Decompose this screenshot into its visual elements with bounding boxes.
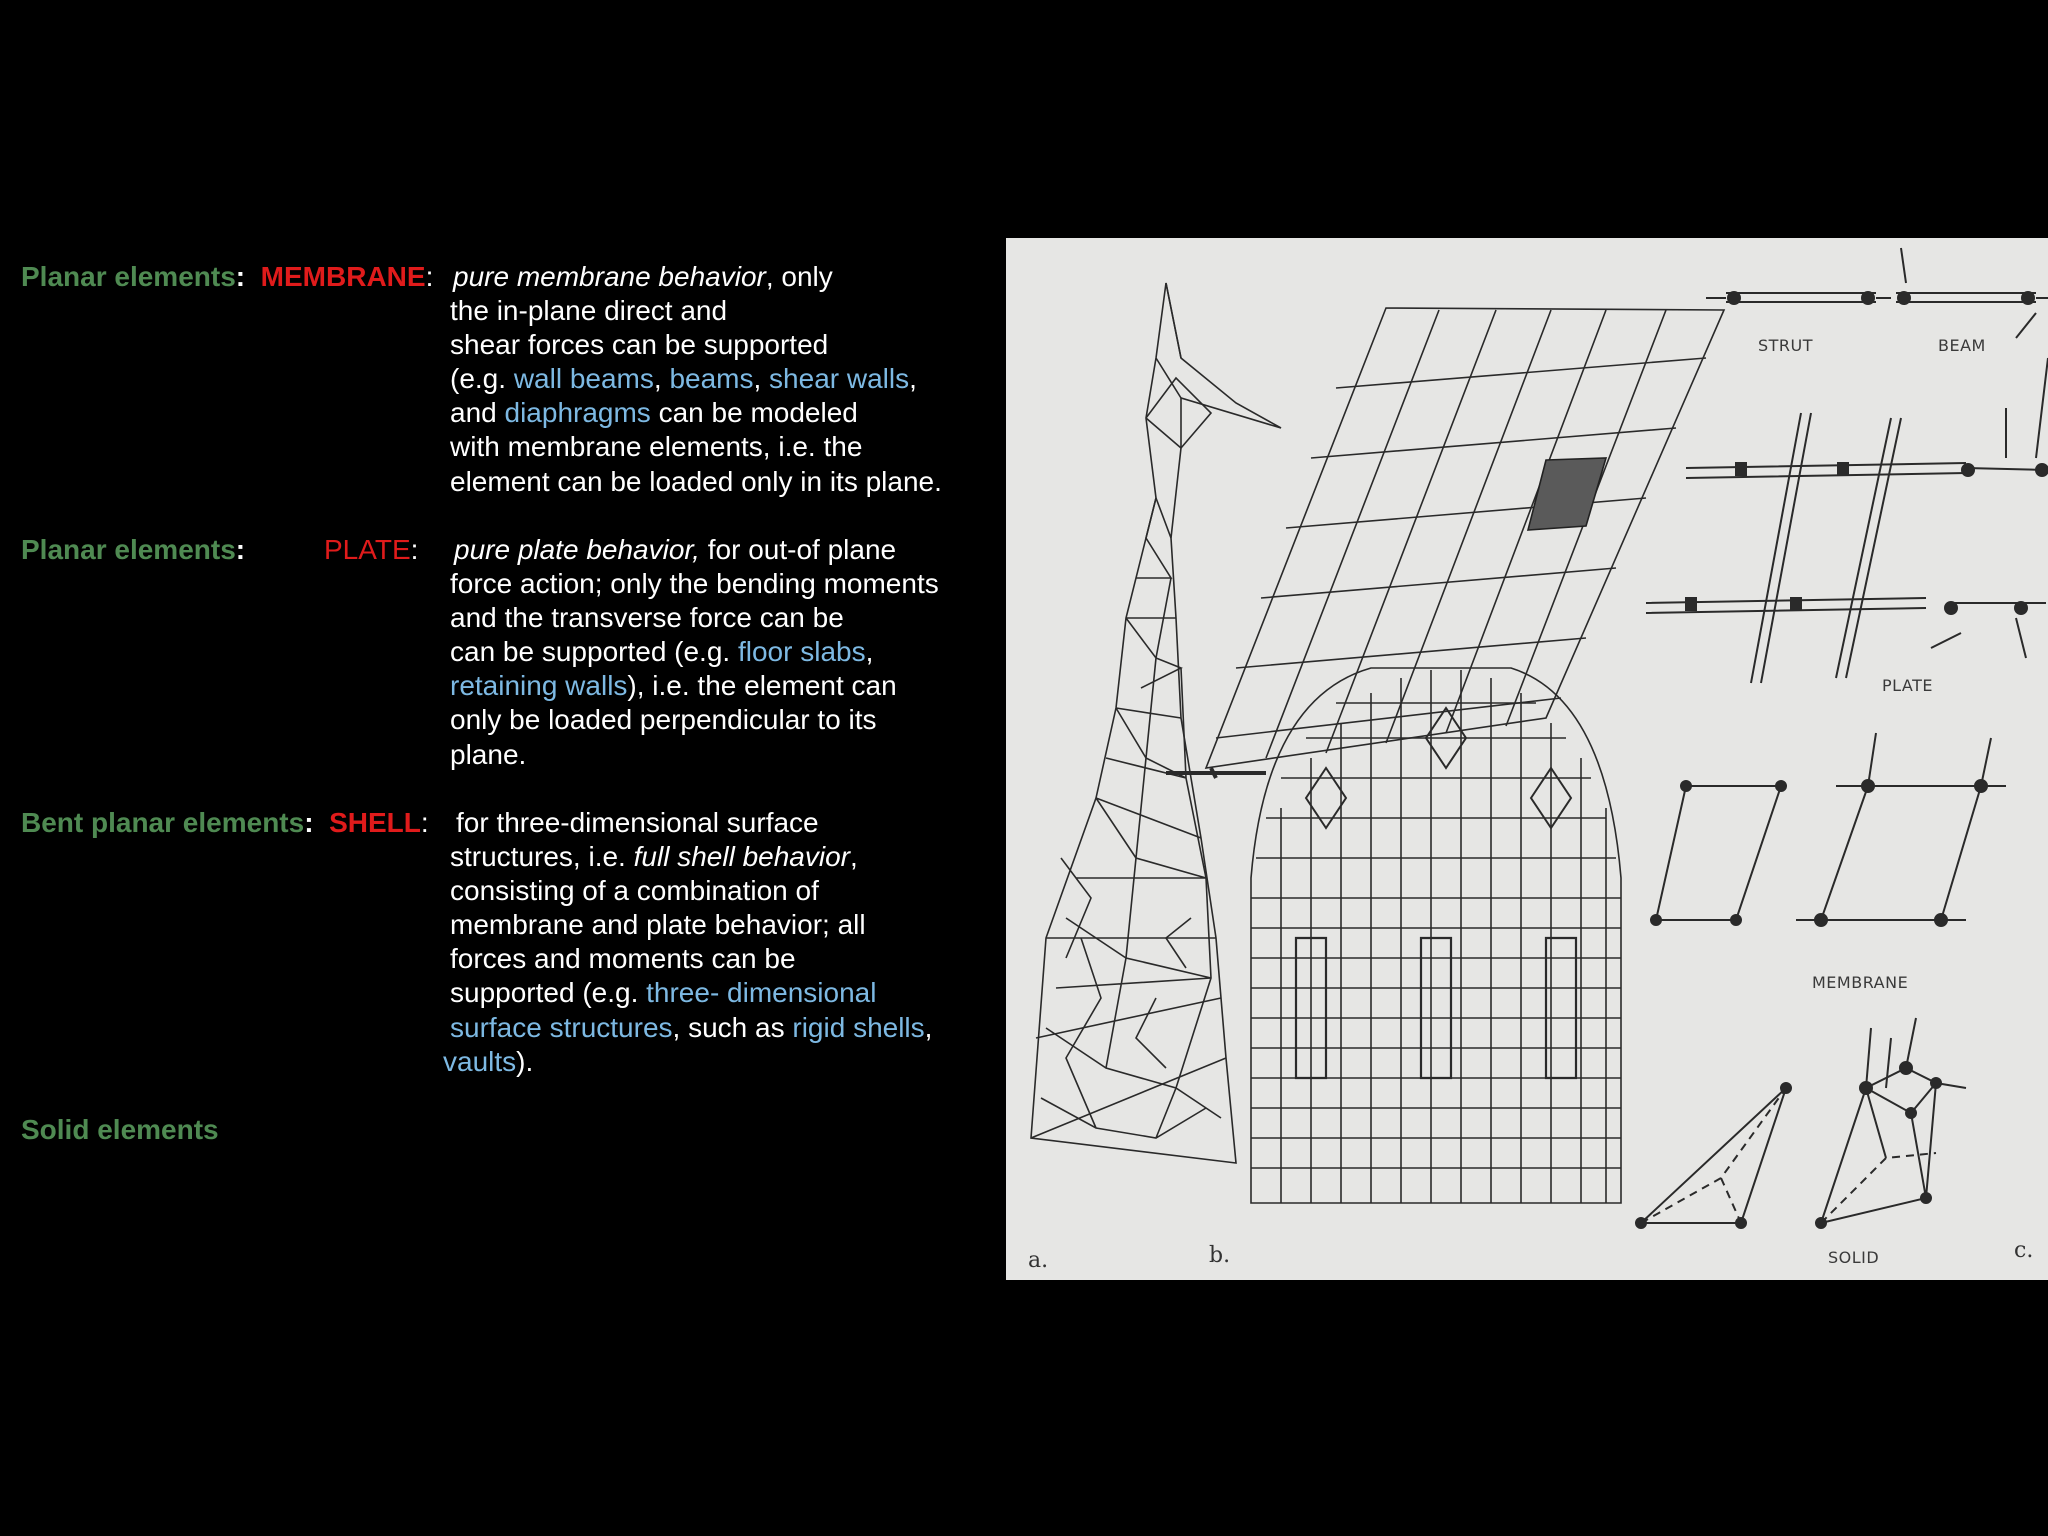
shell-type: SHELL	[329, 807, 421, 838]
label-beam: BEAM	[1938, 336, 1986, 355]
membrane-type: MEMBRANE	[260, 261, 426, 292]
term-retaining-walls: retaining walls	[450, 670, 628, 702]
element-types-figure	[1006, 238, 2048, 1280]
term-three-dimensional: three- dimensional	[646, 977, 877, 1009]
plate-elements	[1646, 358, 2048, 683]
shell-heading: Bent planar elements: SHELL:	[21, 807, 429, 838]
shell-description: for three-dimensional surface structures, i.e. full shell behavior, consisting of a combination of membrane and plate behavior; all forces and moments can be supported (e.g. three- dimensional surface structures, such as rigid shells, vaults).	[443, 807, 933, 1077]
term-surface-structures: surface structures	[450, 1011, 673, 1043]
tower-mesh	[1031, 283, 1281, 1163]
membrane-description: pure membrane behavior, only the in-plane direct and shear forces can be supported (e.g. wall beams, beams, shear walls, and diaphragms can be modeled with membrane elements, i.e. the element can be loaded only in its plane.	[450, 261, 942, 497]
plate-grid	[1166, 308, 1724, 778]
strut-beam-elements	[1706, 248, 2048, 338]
term-wall-beams: wall beams	[513, 363, 654, 395]
solid-heading	[21, 1113, 219, 1147]
term-shear-walls: shear walls	[769, 363, 910, 395]
highlighted-cell	[1528, 458, 1606, 530]
label-strut: STRUT	[1758, 336, 1814, 355]
membrane-elements	[1651, 733, 2006, 926]
shell-italic: full shell behavior	[633, 841, 850, 873]
plate-type-wrap: PLATE:	[324, 534, 419, 565]
label-solid: SOLID	[1828, 1248, 1880, 1267]
membrane-italic: pure membrane behavior	[453, 261, 766, 292]
finite-element-drawing	[1006, 238, 2048, 1280]
shell-category: Bent planar elements	[21, 807, 305, 838]
term-diaphragms: diaphragms	[504, 397, 651, 429]
label-b: b.	[1209, 1243, 1231, 1268]
label-c: c.	[2014, 1238, 2034, 1263]
label-plate: PLATE	[1882, 676, 1934, 695]
solid-elements	[1636, 1018, 1966, 1228]
membrane-heading: Planar elements: MEMBRANE:	[21, 261, 434, 292]
label-membrane: MEMBRANE	[1812, 973, 1909, 992]
vault-mesh	[1251, 668, 1621, 1203]
plate-category: Planar elements	[21, 534, 236, 565]
solid-category: Solid elements	[21, 1114, 219, 1145]
label-a: a.	[1028, 1248, 1049, 1273]
plate-description: pure plate behavior, for out-of plane force action; only the bending moments and the transverse force can be can be supported (e.g. floor slabs, retaining walls), i.e. the element can only be loaded perpendicular to its plane.	[450, 534, 939, 770]
term-beams: beams	[669, 363, 754, 395]
plate-heading: Planar elements:	[21, 534, 246, 565]
plate-italic: pure plate behavior,	[454, 534, 700, 565]
term-rigid-shells: rigid shells	[792, 1011, 925, 1043]
term-floor-slabs: floor slabs	[737, 636, 866, 668]
term-vaults: vaults	[443, 1045, 517, 1077]
membrane-category: Planar elements	[21, 261, 236, 292]
plate-type: PLATE	[324, 534, 411, 565]
